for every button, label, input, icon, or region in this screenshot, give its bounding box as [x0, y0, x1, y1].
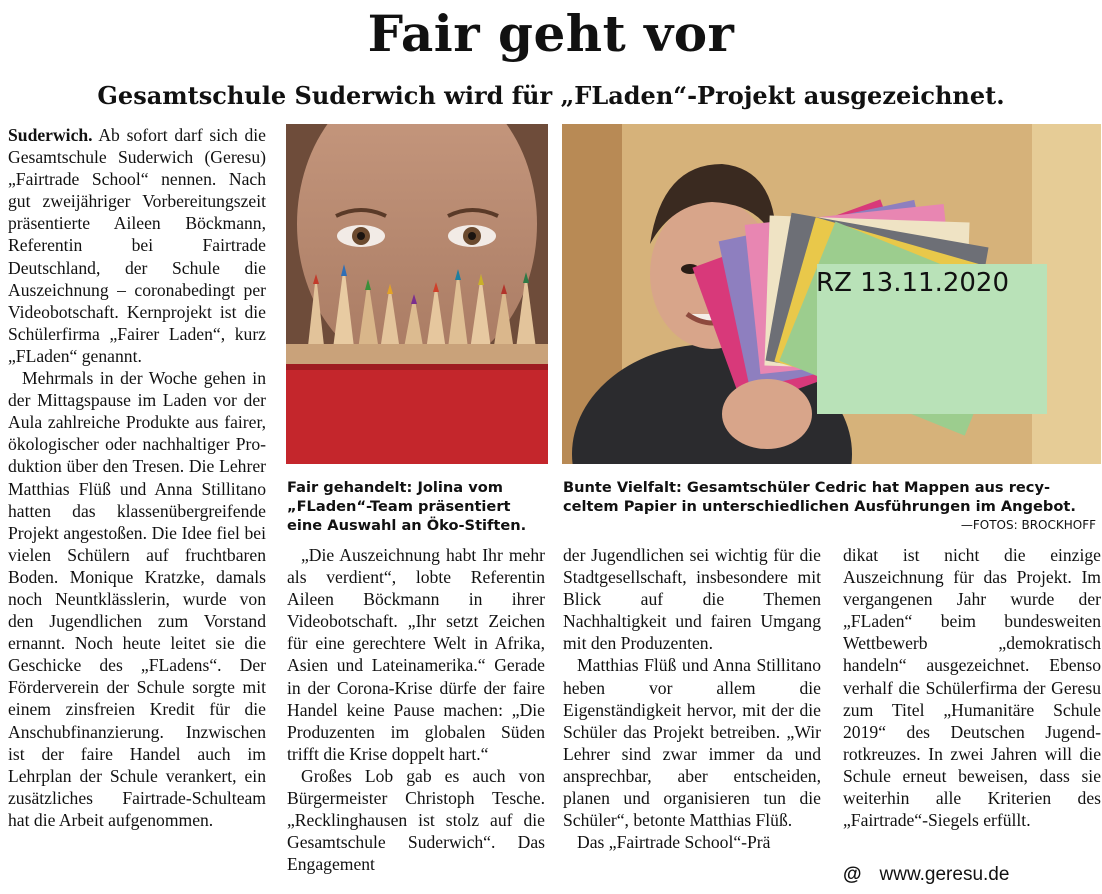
- headline: Fair geht vor: [367, 4, 735, 63]
- paragraph: [8, 124, 266, 367]
- website-link[interactable]: www.geresu.de: [879, 864, 1010, 885]
- dateline-place: Suderwich.: [8, 125, 93, 145]
- at-icon: @: [843, 864, 862, 885]
- paragraph: dikat ist nicht die einzige Auszeichnung für das Projekt. Im vergangenen Jahr wurde der „FLaden“ beim bundesweiten Wettbewerb „demokratisch handeln“ ausgezeichnet. Ebenso verhalf die Schülerfirma der Geresu zum Titel „Humanitäre Schule 2019“ des Deutschen Jugendrotkreuzes. In zwei Jahren will die Schule erneut beweisen, dass sie weiterhin alle Kriterien des „Fairtrade“-Siegels erfüllt.: [843, 545, 1101, 831]
- date-stamp: RZ 13.11.2020: [816, 268, 1010, 298]
- paragraph: der Jugendlichen sei wichtig für die Stadtgesellschaft, insbesondere mit Blick auf die Themen Nachhaltigkeit und fairen Umgang mit den Produzenten.: [563, 545, 821, 654]
- subheadline: Gesamtschule Suderwich wird für „FLaden“-Projekt ausgezeichnet.: [97, 81, 1005, 110]
- article-column-4: [843, 544, 1101, 831]
- pencil-box: [286, 364, 548, 464]
- paragraph-text: Ab sofort darf sich die Gesamtschule Suderwich (Geresu) „Fairtrade School“ nennen. Nach gut zweijähriger Vorbereitungszeit präsentierte Aileen Böckmann, Referentin bei Fairtrade Deutschland, der Schule die Auszeichnung – coronabedingt per Videobotschaft. Kernprojekt ist die Schülerfirma „Fairer Laden“, kurz „FLaden“ genannt.: [8, 125, 266, 366]
- photo-pencils-illustration: [286, 124, 548, 464]
- paragraph: Matthias Flüß und Anna Stillitano heben vor allem die Eigenständigkeit hervor, mit der die Schüler das Projekt betreiben. „Wir Lehrer sind zwar immer da und ansprechbar, aber entscheiden, planen und organisieren tun die Schüler“, betonte Matthias Flüß.: [563, 655, 821, 831]
- photo-pencils: [286, 124, 548, 464]
- web-reference: [843, 864, 1009, 886]
- paragraph: Das „Fairtrade School“-Prä: [577, 832, 771, 853]
- photo-caption-2: Bunte Vielfalt: Gesamtschüler Cedric hat Mappen aus recyceltem Papier in unterschiedlichen Ausführungen im Angebot.: [563, 479, 1076, 515]
- article-column-1: [8, 124, 266, 831]
- paragraph: Großes Lob gab es auch von Bürgermeister Christoph Tesche. „Recklinghausen ist stolz auf die Gesamtschule Suderwich“. Das Engagement: [287, 765, 545, 875]
- photo-credit: —FOTOS: BROCKHOFF: [960, 518, 1096, 532]
- paragraph: „Die Auszeichnung habt Ihr mehr als verdient“, lobte Referentin Aileen Böckmann in ihrer Videobotschaft. „Ihr setzt Zeichen für eine gerechtere Welt in Afrika, Asien und Lateinamerika.“ Gerade in der Corona-Krise dürfe der faire Handel keine Pause machen: „Die Produzenten im globalen Süden trifft die Krise doppelt hart.“: [287, 545, 545, 764]
- photo-caption-1: Fair gehandelt: Jolina vom „FLaden“-Team präsentiert eine Auswahl an Öko-Stiften.: [287, 479, 527, 534]
- paragraph: Mehrmals in der Woche gehen in der Mittagspause im Laden vor der Aula zahlreiche Produkte aus fairer, ökologischer oder nachhaltiger Produktion über den Tresen. Die Lehrer Matthias Flüß und Anna Stillitano hatten das klassenübergreifende Projekt angestoßen. Die Idee fiel bei vielen Schülern auf fruchtbaren Boden. Monique Kratzke, damals noch Neuntklässlerin, wurde von den Jugendlichen zum Vorstand ernannt. Noch heute leitet sie die Geschicke des „FLadens“. Der Förderverein der Schule sorgte mit einem zinsfreien Kredit für die Anschubfinanzierung. Inzwischen ist der faire Handel auch im Lehrplan der Schule verankert, ein zusätzliches Fairtrade-Schulteam hat die Arbeit aufgenommen.: [8, 368, 266, 830]
- article-column-2: [287, 544, 545, 875]
- article-column-3: [563, 544, 821, 853]
